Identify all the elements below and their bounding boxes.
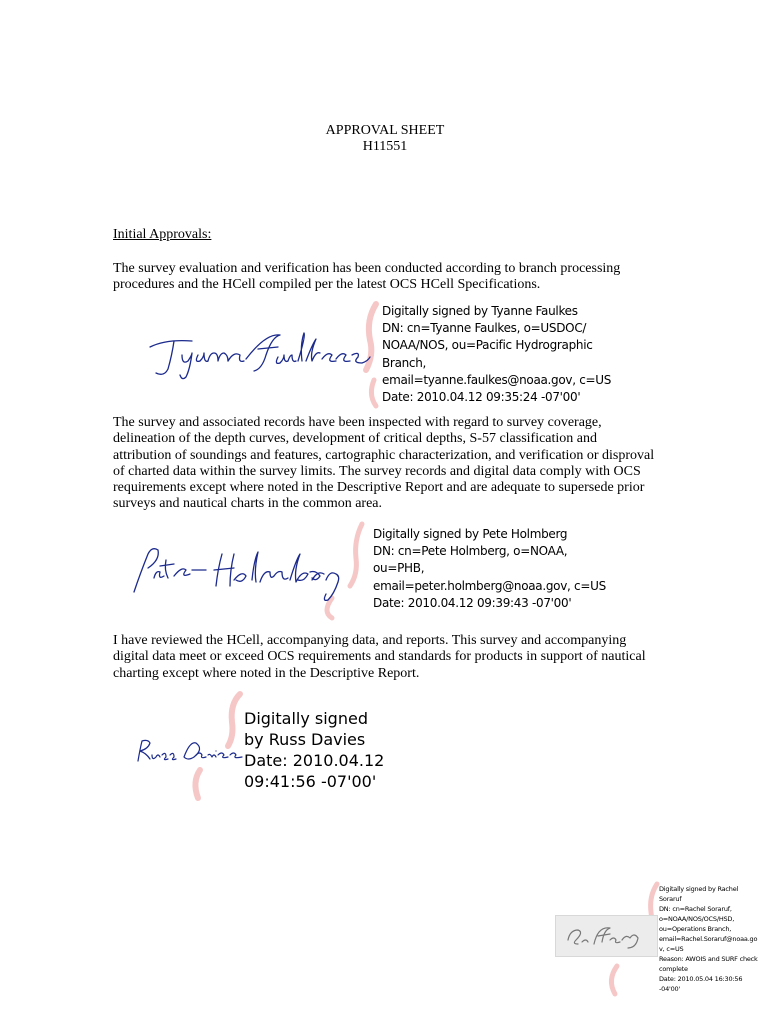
title-line: APPROVAL SHEET (325, 123, 445, 138)
survey-number: H11551 (362, 139, 408, 154)
digital-signature-text: Digitally signed by Pete Holmberg DN: cn=Pete Holmberg, o=NOAA, ou=PHB, email=peter.holmberg@noaa.gov, c=US Date: 2010.04.12 09:39:43 -07'00' (373, 527, 606, 610)
verification-paragraph: The survey evaluation and verification has been conducted according to branch processing procedures and the HCell compiled per the latest OCS HCell Specifications. (113, 261, 621, 293)
approval-sheet-title (0, 123, 770, 155)
initial-approvals-heading: Initial Approvals: (113, 227, 212, 242)
handwritten-signature-pete-holmberg (130, 540, 355, 605)
handwritten-signature-russ-davies (134, 735, 244, 765)
digital-signature-text: Digitally signed by Rachel Soraruf DN: cn=Rachel Soraruf, o=NOAA/NOS/OCS/HSD, ou=Operations Branch, email=Rachel.Soraruf@noaa.go v, c=US Reason: AWOIS and SURF check complete Date: 2010.05.04 16:30:56 -04'00' (659, 885, 758, 993)
handwritten-signature-tyanne-faulkes (146, 325, 371, 380)
review-paragraph: I have reviewed the HCell, accompanying data, and reports. This survey and accompanying digital data meet or exceed OCS requirements and standards for products in support of nautical charting except where noted in the Descriptive Report. (113, 633, 646, 681)
signature-image (555, 915, 658, 957)
handwritten-signature-rachel-soraruf (564, 922, 649, 950)
digital-signature-text: Digitally signed by Russ Davies Date: 2010.04.12 09:41:56 -07'00' (244, 709, 385, 791)
digital-signature-text: Digitally signed by Tyanne Faulkes DN: cn=Tyanne Faulkes, o=USDOC/ NOAA/NOS, ou=Pacific Hydrographic Branch, email=tyanne.faulkes@noaa.gov, c=US Date: 2010.04.12 09:35:24 -07'00' (382, 304, 612, 405)
inspection-paragraph: The survey and associated records have been inspected with regard to survey coverage, delineation of the depth curves, development of critical depths, S-57 classification and attribution of soundings and features, cartographic characterization, and verification or disproval of charted data within the survey limits. The survey records and digital data comply with OCS requirements except where noted in the Descriptive Report and are adequate to supersede prior surveys and nautical charts in the common area. (113, 415, 655, 512)
